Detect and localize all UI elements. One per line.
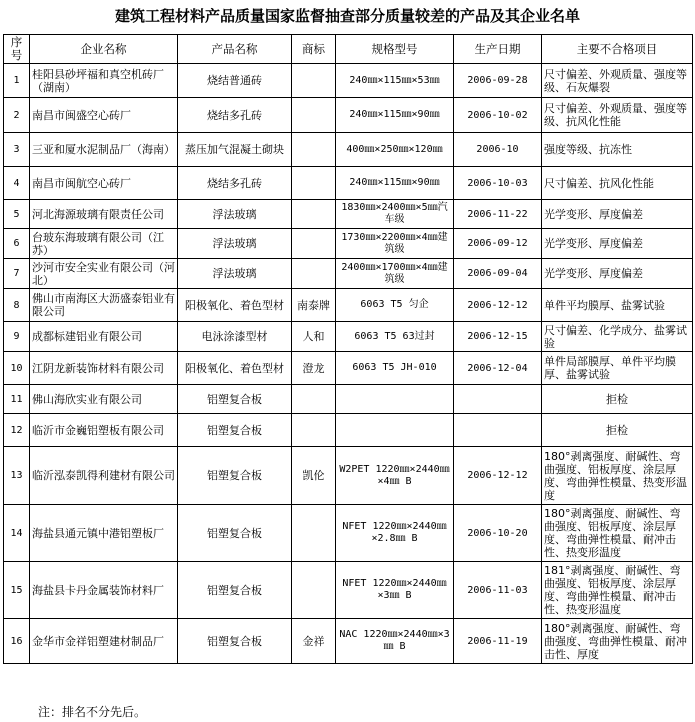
cell-company: 南昌市闽航空心砖厂 bbox=[30, 167, 178, 200]
cell-brand bbox=[292, 414, 336, 447]
cell-product: 铝塑复合板 bbox=[178, 447, 292, 505]
table-row bbox=[4, 562, 693, 619]
cell-date: 2006-09-04 bbox=[454, 259, 542, 289]
cell-company: 海盐县通元镇中港铝塑板厂 bbox=[30, 505, 178, 562]
cell-spec: 400㎜×250㎜×120㎜ bbox=[336, 133, 454, 167]
cell-spec: NFET 1220㎜×2440㎜×2.8㎜ B bbox=[336, 505, 454, 562]
table-row bbox=[4, 200, 693, 229]
cell-date: 2006-10-03 bbox=[454, 167, 542, 200]
cell-no: 14 bbox=[4, 505, 30, 562]
cell-defects: 180°剥离强度、耐碱性、弯曲强度、弯曲弹性模量、耐冲击性、厚度 bbox=[542, 619, 693, 664]
cell-company: 临沂市金巍铝塑板有限公司 bbox=[30, 414, 178, 447]
cell-date bbox=[454, 414, 542, 447]
footnote: 注：排名不分先后。 bbox=[38, 705, 147, 719]
header-spec: 规格型号 bbox=[336, 35, 454, 64]
cell-date: 2006-09-28 bbox=[454, 64, 542, 98]
product-quality-table bbox=[3, 34, 693, 664]
cell-brand bbox=[292, 64, 336, 98]
cell-no: 15 bbox=[4, 562, 30, 619]
cell-no: 11 bbox=[4, 385, 30, 414]
cell-spec: NAC 1220㎜×2440㎜×3㎜ B bbox=[336, 619, 454, 664]
cell-product: 浮法玻璃 bbox=[178, 200, 292, 229]
cell-no: 12 bbox=[4, 414, 30, 447]
table-row bbox=[4, 229, 693, 259]
header-no: 序号 bbox=[4, 35, 30, 64]
table-row bbox=[4, 322, 693, 352]
cell-company: 佛山市南海区大沥盛泰铝业有限公司 bbox=[30, 289, 178, 322]
cell-defects: 尺寸偏差、外观质量、强度等级、抗风化性能 bbox=[542, 98, 693, 133]
cell-defects: 尺寸偏差、外观质量、强度等级、石灰爆裂 bbox=[542, 64, 693, 98]
header-brand: 商标 bbox=[292, 35, 336, 64]
cell-company: 三亚和厦水泥制品厂（海南） bbox=[30, 133, 178, 167]
header-date: 生产日期 bbox=[454, 35, 542, 64]
cell-brand bbox=[292, 167, 336, 200]
table-row bbox=[4, 414, 693, 447]
cell-no: 10 bbox=[4, 352, 30, 385]
cell-brand: 凯伦 bbox=[292, 447, 336, 505]
cell-company: 沙河市安全实业有限公司（河北） bbox=[30, 259, 178, 289]
cell-spec: W2PET 1220㎜×2440㎜×4㎜ B bbox=[336, 447, 454, 505]
cell-company: 临沂泓泰凯得利建材有限公司 bbox=[30, 447, 178, 505]
cell-brand bbox=[292, 133, 336, 167]
cell-no: 16 bbox=[4, 619, 30, 664]
cell-defects: 强度等级、抗冻性 bbox=[542, 133, 693, 167]
cell-no: 9 bbox=[4, 322, 30, 352]
cell-company: 桂阳县砂坪福和真空机砖厂（湖南） bbox=[30, 64, 178, 98]
cell-defects: 光学变形、厚度偏差 bbox=[542, 229, 693, 259]
cell-date: 2006-10-20 bbox=[454, 505, 542, 562]
table-row bbox=[4, 619, 693, 664]
cell-date: 2006-09-12 bbox=[454, 229, 542, 259]
cell-date: 2006-11-03 bbox=[454, 562, 542, 619]
cell-no: 1 bbox=[4, 64, 30, 98]
table-body bbox=[4, 64, 693, 664]
cell-brand bbox=[292, 229, 336, 259]
cell-product: 铝塑复合板 bbox=[178, 562, 292, 619]
cell-company: 河北海源玻璃有限责任公司 bbox=[30, 200, 178, 229]
cell-product: 烧结普通砖 bbox=[178, 64, 292, 98]
cell-no: 6 bbox=[4, 229, 30, 259]
cell-date: 2006-12-04 bbox=[454, 352, 542, 385]
cell-defects: 尺寸偏差、化学成分、盐雾试验 bbox=[542, 322, 693, 352]
cell-product: 烧结多孔砖 bbox=[178, 167, 292, 200]
cell-brand: 金祥 bbox=[292, 619, 336, 664]
cell-date bbox=[454, 385, 542, 414]
cell-spec bbox=[336, 385, 454, 414]
cell-defects: 180°剥离强度、耐碱性、弯曲强度、铝板厚度、涂层厚度、弯曲弹性模量、耐冲击性、热变形温度 bbox=[542, 505, 693, 562]
cell-date: 2006-11-19 bbox=[454, 619, 542, 664]
cell-date: 2006-12-15 bbox=[454, 322, 542, 352]
cell-date: 2006-12-12 bbox=[454, 447, 542, 505]
table-row bbox=[4, 352, 693, 385]
cell-defects: 拒检 bbox=[542, 414, 693, 447]
cell-no: 2 bbox=[4, 98, 30, 133]
table-row bbox=[4, 133, 693, 167]
table-row bbox=[4, 167, 693, 200]
cell-spec bbox=[336, 414, 454, 447]
cell-defects: 181°剥离强度、耐碱性、弯曲强度、铝板厚度、涂层厚度、弯曲弹性模量、耐冲击性、热变形温度 bbox=[542, 562, 693, 619]
cell-company: 成都标建铝业有限公司 bbox=[30, 322, 178, 352]
cell-brand: 澄龙 bbox=[292, 352, 336, 385]
cell-spec: 6063 T5 JH-010 bbox=[336, 352, 454, 385]
cell-product: 烧结多孔砖 bbox=[178, 98, 292, 133]
table-row bbox=[4, 505, 693, 562]
cell-defects: 尺寸偏差、抗风化性能 bbox=[542, 167, 693, 200]
cell-brand bbox=[292, 385, 336, 414]
cell-company: 江阴龙新装饰材料有限公司 bbox=[30, 352, 178, 385]
cell-product: 浮法玻璃 bbox=[178, 259, 292, 289]
cell-product: 铝塑复合板 bbox=[178, 414, 292, 447]
cell-no: 13 bbox=[4, 447, 30, 505]
cell-no: 4 bbox=[4, 167, 30, 200]
cell-spec: 2400㎜×1700㎜×4㎜建筑级 bbox=[336, 259, 454, 289]
cell-defects: 拒检 bbox=[542, 385, 693, 414]
cell-spec: NFET 1220㎜×2440㎜×3㎜ B bbox=[336, 562, 454, 619]
cell-date: 2006-10-02 bbox=[454, 98, 542, 133]
cell-defects: 单件平均膜厚、盐雾试验 bbox=[542, 289, 693, 322]
cell-spec: 6063 T5 63过封 bbox=[336, 322, 454, 352]
cell-brand bbox=[292, 200, 336, 229]
cell-date: 2006-11-22 bbox=[454, 200, 542, 229]
cell-product: 电泳涂漆型材 bbox=[178, 322, 292, 352]
table-header-row bbox=[4, 35, 693, 64]
table-row bbox=[4, 385, 693, 414]
cell-company: 佛山海欣实业有限公司 bbox=[30, 385, 178, 414]
table-row bbox=[4, 64, 693, 98]
cell-spec: 240㎜×115㎜×90㎜ bbox=[336, 167, 454, 200]
cell-no: 3 bbox=[4, 133, 30, 167]
cell-company: 海盐县卡丹金属装饰材料厂 bbox=[30, 562, 178, 619]
cell-no: 8 bbox=[4, 289, 30, 322]
cell-company: 台玻东海玻璃有限公司（江苏） bbox=[30, 229, 178, 259]
table-row bbox=[4, 98, 693, 133]
cell-spec: 240㎜×115㎜×53㎜ bbox=[336, 64, 454, 98]
cell-spec: 1730㎜×2200㎜×4㎜建筑级 bbox=[336, 229, 454, 259]
cell-brand bbox=[292, 259, 336, 289]
table-row bbox=[4, 447, 693, 505]
header-product: 产品名称 bbox=[178, 35, 292, 64]
cell-spec: 6063 T5 匀企 bbox=[336, 289, 454, 322]
cell-spec: 240㎜×115㎜×90㎜ bbox=[336, 98, 454, 133]
cell-product: 蒸压加气混凝土砌块 bbox=[178, 133, 292, 167]
cell-brand: 南泰牌 bbox=[292, 289, 336, 322]
document-title: 建筑工程材料产品质量国家监督抽查部分质量较差的产品及其企业名单 bbox=[114, 7, 580, 25]
cell-defects: 光学变形、厚度偏差 bbox=[542, 200, 693, 229]
cell-product: 浮法玻璃 bbox=[178, 229, 292, 259]
cell-product: 铝塑复合板 bbox=[178, 505, 292, 562]
table-row bbox=[4, 259, 693, 289]
table-row bbox=[4, 289, 693, 322]
cell-no: 7 bbox=[4, 259, 30, 289]
header-defects: 主要不合格项目 bbox=[542, 35, 693, 64]
cell-brand bbox=[292, 98, 336, 133]
cell-company: 金华市金祥铝塑建材制品厂 bbox=[30, 619, 178, 664]
cell-product: 铝塑复合板 bbox=[178, 619, 292, 664]
cell-defects: 单件局部膜厚、单件平均膜厚、盐雾试验 bbox=[542, 352, 693, 385]
cell-brand: 人和 bbox=[292, 322, 336, 352]
cell-company: 南昌市闽盛空心砖厂 bbox=[30, 98, 178, 133]
cell-product: 铝塑复合板 bbox=[178, 385, 292, 414]
cell-date: 2006-10 bbox=[454, 133, 542, 167]
cell-defects: 光学变形、厚度偏差 bbox=[542, 259, 693, 289]
cell-defects: 180°剥离强度、耐碱性、弯曲强度、铝板厚度、涂层厚度、弯曲弹性模量、热变形温度 bbox=[542, 447, 693, 505]
header-company: 企业名称 bbox=[30, 35, 178, 64]
cell-brand bbox=[292, 562, 336, 619]
cell-brand bbox=[292, 505, 336, 562]
cell-no: 5 bbox=[4, 200, 30, 229]
cell-product: 阳极氧化、着色型材 bbox=[178, 289, 292, 322]
cell-spec: 1830㎜×2400㎜×5㎜汽车级 bbox=[336, 200, 454, 229]
cell-date: 2006-12-12 bbox=[454, 289, 542, 322]
cell-product: 阳极氧化、着色型材 bbox=[178, 352, 292, 385]
